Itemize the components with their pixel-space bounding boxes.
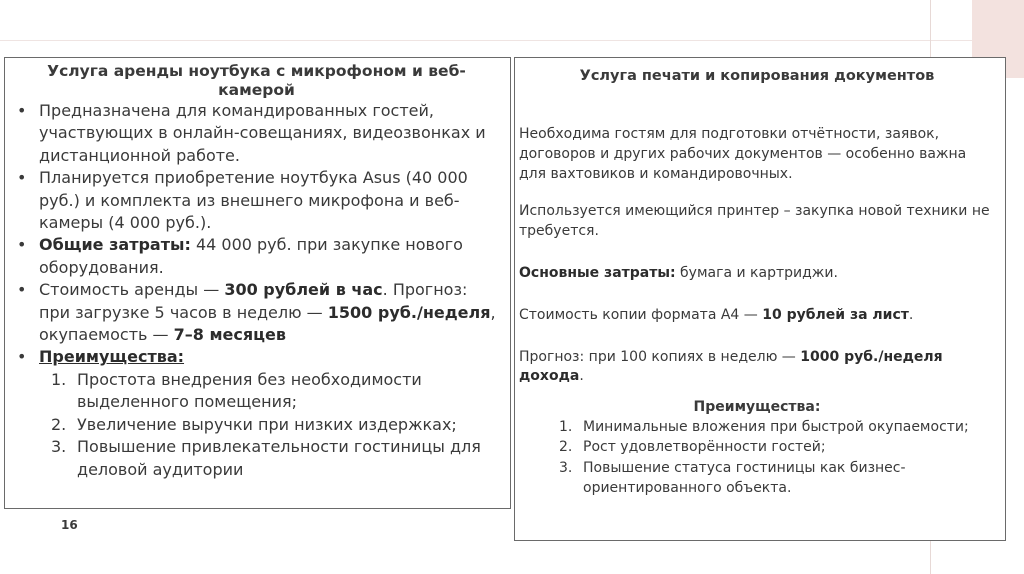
printing-service-title: Услуга печати и копирования документов xyxy=(579,68,935,84)
printing-costs: Основные затраты: бумага и картриджи. xyxy=(519,264,838,281)
bullet-purpose: • Предназначена для командированных гостей, участвующих в онлайн-совещаниях, видеозвонках и дистанционной работе. xyxy=(13,100,500,167)
laptop-rental-title: Услуга аренды ноутбука с микрофоном и веб-камерой xyxy=(47,62,466,99)
printing-purpose: Необходима гостям для подготовки отчётности, заявок, договоров и других рабочих документов — особенно важна для вахтовиков и командировочных. xyxy=(519,126,967,182)
list-item: 3. Повышение статуса гостиницы как бизнес-ориентированного объекта. xyxy=(559,459,906,497)
decor-line-horizontal xyxy=(0,40,1024,41)
printing-advantages-title: Преимущества: xyxy=(693,399,821,416)
list-item: 2. Увеличение выручки при низких издержках; xyxy=(51,414,457,434)
list-item: 2. Рост удовлетворённости гостей; xyxy=(559,439,826,456)
bullet-advantages xyxy=(13,346,500,480)
printing-service-panel xyxy=(514,57,1006,541)
bullet-total-costs: • Общие затраты: 44 000 руб. при закупке нового оборудования. xyxy=(13,234,500,279)
laptop-advantages-list xyxy=(39,369,500,481)
list-item: 1. Минимальные вложения при быстрой окупаемости; xyxy=(559,419,969,436)
laptop-rental-panel xyxy=(4,57,511,509)
list-item: 1. Простота внедрения без необходимости выделенного помещения; xyxy=(51,369,422,412)
page-number: 16 xyxy=(61,518,78,532)
printing-equipment: Используется имеющийся принтер – закупка новой техники не требуется. xyxy=(519,203,990,240)
bullet-purchase: • Планируется приобретение ноутбука Asus (40 000 руб.) и комплекта из внешнего микрофона и веб-камеры (4 000 руб.). xyxy=(13,167,500,234)
printing-advantages-list xyxy=(519,417,995,498)
bullet-rental-price: • Стоимость аренды — 300 рублей в час. Прогноз: при загрузке 5 часов в неделю — 1500 руб./неделя, окупаемость — 7–8 месяцев xyxy=(13,279,500,346)
list-item: 3. Повышение привлекательности гостиницы для деловой аудитории xyxy=(51,437,481,479)
printing-price: Стоимость копии формата А4 — 10 рублей за лист. xyxy=(519,306,914,323)
total-costs-label: Общие затраты: xyxy=(39,235,191,255)
advantages-label: Преимущества: xyxy=(39,347,185,367)
printing-forecast: Прогноз: при 100 копиях в неделю — 1000 руб./неделя дохода. xyxy=(519,348,943,385)
laptop-rental-bullets xyxy=(13,100,500,481)
